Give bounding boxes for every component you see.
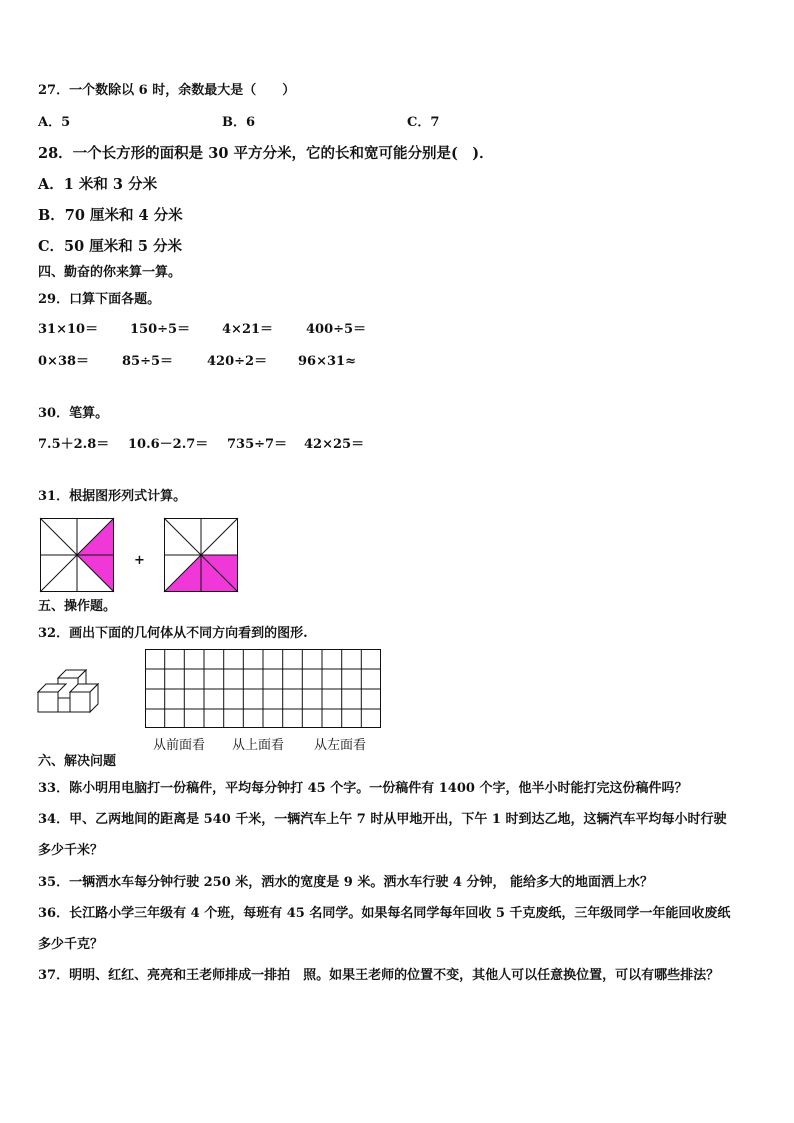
q28-option-a: A．1 米和 3 分米 <box>38 176 158 193</box>
q29-item: 31×10＝ <box>38 322 99 337</box>
q27-stem: 27．一个数除以 6 时，余数最大是（ ） <box>38 83 296 98</box>
q28-stem: 28．一个长方形的面积是 30 平方分米，它的长和宽可能分别是( )． <box>38 145 494 162</box>
q29-item: 150÷5＝ <box>130 322 191 337</box>
q29-item: 0×38＝ <box>38 354 90 369</box>
cube-stack-drawing <box>36 668 108 716</box>
q30-item: 7.5＋2.8＝ <box>38 437 110 452</box>
q35-text: 35．一辆洒水车每分钟行驶 250 米，洒水的宽度是 9 米。洒水车行驶 4 分钟， 能给多大的地面洒上水？ <box>38 875 653 890</box>
q29-item: 400÷5＝ <box>306 322 367 337</box>
q27-option-c: C．7 <box>407 115 440 130</box>
q29-item: 96×31≈ <box>298 354 356 369</box>
q29-stem: 29．口算下面各题。 <box>38 292 161 307</box>
caption-front-view: 从前面看 <box>153 738 206 753</box>
q29-item: 4×21＝ <box>222 322 274 337</box>
q27-option-b: B．6 <box>222 115 256 130</box>
caption-left-view: 从左面看 <box>314 738 367 753</box>
q30-item: 10.6－2.7＝ <box>128 437 209 452</box>
q33-text: 33．陈小明用电脑打一份稿件，平均每分钟打 45 个字。一份稿件有 1400 个字，他半小时能打完这份稿件吗？ <box>38 781 688 796</box>
q27-option-a: A．5 <box>38 115 71 130</box>
q30-item: 42×25＝ <box>304 437 365 452</box>
section-6-heading: 六、解决问题 <box>38 754 117 769</box>
q31-fraction-square-2 <box>164 518 238 592</box>
q29-item: 85÷5＝ <box>122 354 174 369</box>
q30-item: 735÷7＝ <box>227 437 288 452</box>
plus-sign: + <box>134 553 145 568</box>
q31-fraction-square-1 <box>40 518 114 592</box>
drawing-grid <box>145 649 381 729</box>
q36-text-line1: 36．长江路小学三年级有 4 个班，每班有 45 名同学。如果每名同学每年回收 5 千克废纸，三年级同学一年能回收废纸 <box>38 906 731 921</box>
q30-stem: 30．笔算。 <box>38 406 109 421</box>
section-5-heading: 五、操作题。 <box>38 599 117 614</box>
q32-stem: 32．画出下面的几何体从不同方向看到的图形. <box>38 626 308 641</box>
q34-text-line2: 多少千米？ <box>38 843 104 858</box>
section-4-heading: 四、勤奋的你来算一算。 <box>38 265 182 280</box>
q37-text: 37．明明、红红、亮亮和王老师排成一排拍 照。如果王老师的位置不变，其他人可以任意换位置，可以有哪些排法？ <box>38 968 720 983</box>
caption-top-view: 从上面看 <box>232 738 285 753</box>
q34-text-line1: 34．甲、乙两地间的距离是 540 千米，一辆汽车上午 7 时从甲地开出，下午 1 时到达乙地，这辆汽车平均每小时行驶 <box>38 812 727 827</box>
q31-stem: 31．根据图形列式计算。 <box>38 489 187 504</box>
q36-text-line2: 多少千克？ <box>38 937 104 952</box>
q28-option-b: B．70 厘米和 4 分米 <box>38 207 183 224</box>
q29-item: 420÷2＝ <box>207 354 268 369</box>
q28-option-c: C．50 厘米和 5 分米 <box>38 238 182 255</box>
